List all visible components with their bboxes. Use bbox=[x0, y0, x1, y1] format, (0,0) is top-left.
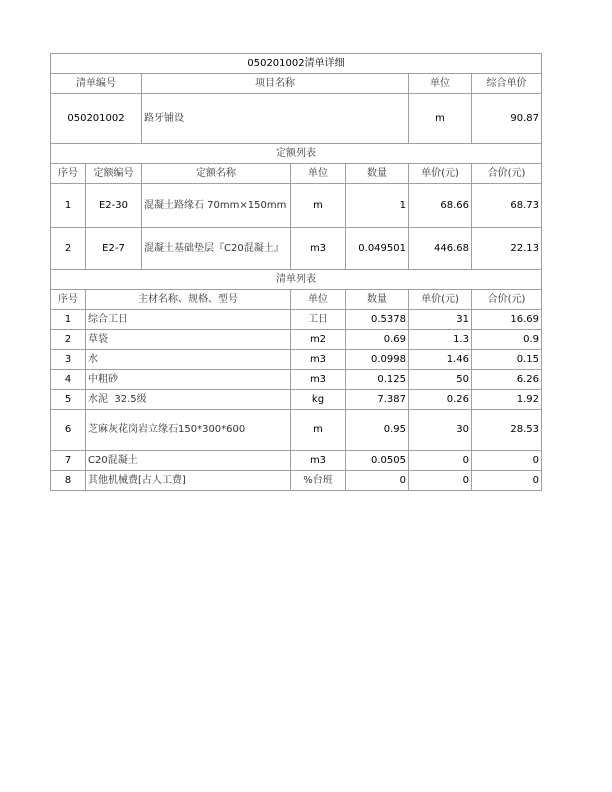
header-col-price: 综合单价 bbox=[472, 74, 542, 94]
mat-no: 1 bbox=[51, 310, 86, 330]
material-row bbox=[51, 451, 542, 471]
mat-unit: 工日 bbox=[291, 310, 346, 330]
mat-col-no: 序号 bbox=[51, 290, 86, 310]
mat-unit-price: 0 bbox=[409, 451, 472, 471]
mat-no: 4 bbox=[51, 370, 86, 390]
quota-col-qty: 数量 bbox=[346, 164, 409, 184]
material-row bbox=[51, 370, 542, 390]
mat-name: 中粗砂 bbox=[86, 370, 291, 390]
quota-qty: 0.049501 bbox=[346, 228, 409, 270]
mat-col-total: 合价(元) bbox=[472, 290, 542, 310]
mat-qty: 0 bbox=[346, 471, 409, 491]
mat-total: 28.53 bbox=[472, 410, 542, 451]
mat-no: 3 bbox=[51, 350, 86, 370]
mat-col-name: 主材名称、规格、型号 bbox=[86, 290, 291, 310]
mat-total: 0.9 bbox=[472, 330, 542, 350]
material-row bbox=[51, 330, 542, 350]
mat-total: 0 bbox=[472, 451, 542, 471]
mat-name: C20混凝土 bbox=[86, 451, 291, 471]
mat-no: 8 bbox=[51, 471, 86, 491]
quota-name: 混凝土基础垫层『C20混凝土』 bbox=[142, 228, 291, 270]
bill-code: 050201002 bbox=[51, 94, 142, 144]
header-col-unit: 单位 bbox=[409, 74, 472, 94]
quota-name: 混凝土路缘石 70mm×150mm bbox=[142, 184, 291, 228]
mat-name: 芝麻灰花岗岩立缘石150*300*600 bbox=[86, 410, 291, 451]
quota-col-code: 定额编号 bbox=[86, 164, 142, 184]
bill-name: 路牙铺设 bbox=[142, 94, 409, 144]
mat-unit: m bbox=[291, 410, 346, 451]
material-row bbox=[51, 350, 542, 370]
quota-total: 22.13 bbox=[472, 228, 542, 270]
mat-unit-price: 1.3 bbox=[409, 330, 472, 350]
bill-unit: m bbox=[409, 94, 472, 144]
mat-unit: m3 bbox=[291, 350, 346, 370]
mat-unit-price: 0 bbox=[409, 471, 472, 491]
mat-total: 0.15 bbox=[472, 350, 542, 370]
mat-name: 水泥 32.5级 bbox=[86, 390, 291, 410]
mat-col-qty: 数量 bbox=[346, 290, 409, 310]
materials-table bbox=[50, 289, 542, 491]
header-col-code: 清单编号 bbox=[51, 74, 142, 94]
mat-unit-price: 30 bbox=[409, 410, 472, 451]
mat-qty: 0.95 bbox=[346, 410, 409, 451]
mat-unit: m2 bbox=[291, 330, 346, 350]
material-row bbox=[51, 471, 542, 491]
mat-qty: 7.387 bbox=[346, 390, 409, 410]
mat-total: 16.69 bbox=[472, 310, 542, 330]
mat-qty: 0.69 bbox=[346, 330, 409, 350]
quota-col-name: 定额名称 bbox=[142, 164, 291, 184]
table-title: 050201002清单详细 bbox=[51, 54, 542, 74]
mat-name: 其他机械费[占人工费] bbox=[86, 471, 291, 491]
quota-unit: m3 bbox=[291, 228, 346, 270]
mat-unit: m3 bbox=[291, 451, 346, 471]
mat-unit-price: 31 bbox=[409, 310, 472, 330]
mat-name: 综合工日 bbox=[86, 310, 291, 330]
material-row bbox=[51, 310, 542, 330]
quota-col-unit: 单位 bbox=[291, 164, 346, 184]
quota-row bbox=[51, 228, 542, 270]
bill-price: 90.87 bbox=[472, 94, 542, 144]
materials-section-title: 清单列表 bbox=[51, 270, 542, 290]
mat-total: 0 bbox=[472, 471, 542, 491]
mat-unit-price: 1.46 bbox=[409, 350, 472, 370]
quota-col-unit-price: 单价(元) bbox=[409, 164, 472, 184]
mat-qty: 0.0505 bbox=[346, 451, 409, 471]
mat-unit: kg bbox=[291, 390, 346, 410]
material-row bbox=[51, 390, 542, 410]
quota-qty: 1 bbox=[346, 184, 409, 228]
quota-unit-price: 446.68 bbox=[409, 228, 472, 270]
quota-no: 1 bbox=[51, 184, 86, 228]
mat-no: 7 bbox=[51, 451, 86, 471]
mat-qty: 0.0998 bbox=[346, 350, 409, 370]
quota-code: E2-7 bbox=[86, 228, 142, 270]
quota-col-total: 合价(元) bbox=[472, 164, 542, 184]
mat-unit-price: 0.26 bbox=[409, 390, 472, 410]
quota-no: 2 bbox=[51, 228, 86, 270]
quota-unit: m bbox=[291, 184, 346, 228]
quota-col-no: 序号 bbox=[51, 164, 86, 184]
mat-no: 2 bbox=[51, 330, 86, 350]
quota-section-title: 定额列表 bbox=[51, 144, 542, 164]
quota-unit-price: 68.66 bbox=[409, 184, 472, 228]
mat-col-unit: 单位 bbox=[291, 290, 346, 310]
material-row bbox=[51, 410, 542, 451]
mat-unit: m3 bbox=[291, 370, 346, 390]
mat-no: 6 bbox=[51, 410, 86, 451]
quota-row bbox=[51, 184, 542, 228]
mat-unit: %台班 bbox=[291, 471, 346, 491]
mat-name: 草袋 bbox=[86, 330, 291, 350]
mat-qty: 0.5378 bbox=[346, 310, 409, 330]
mat-name: 水 bbox=[86, 350, 291, 370]
bill-detail-table bbox=[50, 53, 542, 290]
header-col-name: 项目名称 bbox=[142, 74, 409, 94]
mat-unit-price: 50 bbox=[409, 370, 472, 390]
mat-qty: 0.125 bbox=[346, 370, 409, 390]
quota-total: 68.73 bbox=[472, 184, 542, 228]
mat-total: 1.92 bbox=[472, 390, 542, 410]
mat-col-unit-price: 单价(元) bbox=[409, 290, 472, 310]
quota-code: E2-30 bbox=[86, 184, 142, 228]
mat-no: 5 bbox=[51, 390, 86, 410]
mat-total: 6.26 bbox=[472, 370, 542, 390]
